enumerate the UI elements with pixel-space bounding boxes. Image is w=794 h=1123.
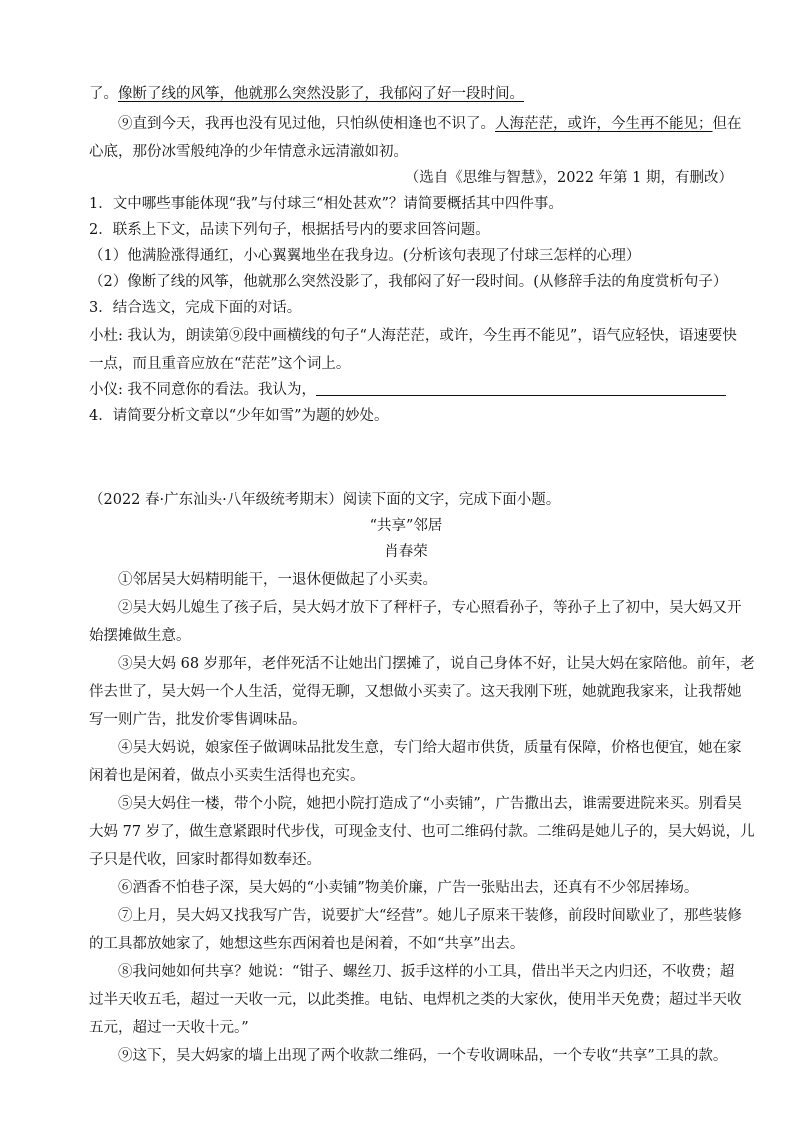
text-span: 但在	[712, 116, 742, 132]
question-2: 2．联系上下文，品读下列句子，根据括号内的要求回答问题。	[89, 222, 490, 238]
question-1: 1．文中哪些事能体现“我”与付球三“相处甚欢”？请简要概括其中四件事。	[89, 196, 563, 212]
paragraph-line: 写一则广告，批发价零售调味品。	[89, 712, 307, 728]
paragraph-line: ⑨这下，吴大妈家的墙上出现了两个收款二维码，一个专收调味品，一个专收“共享”工具的款。	[118, 1048, 728, 1064]
paragraph-line: 五元，超过一天收十元。”	[89, 1020, 249, 1036]
answer-blank[interactable]	[316, 381, 726, 396]
paragraph-line: ①邻居吴大妈精明能干，一退休便做起了小买卖。	[118, 572, 437, 588]
question-4: 4．请简要分析文章以“少年如雪”为题的妙处。	[89, 408, 389, 424]
dialogue-line: 小杜: 我认为，朗读第⑨段中画横线的句子“人海茫茫，或许，今生再不能见”，语气应轻快，语速要快	[89, 328, 737, 344]
underlined-sentence: 像断了线的风筝，他就那么突然没影了，我郁闷了好一段时间。	[118, 86, 524, 102]
dialogue-line	[89, 380, 726, 400]
passage-line	[118, 114, 742, 134]
paragraph-line: ④吴大妈说，娘家侄子做调味品批发生意，专门给大超市供货，质量有保障，价格也便宜，她在家	[118, 740, 742, 756]
paragraph-line: 的工具都放她家了，她想这些东西闲着也是闲着，不如“共享”出去。	[89, 936, 525, 952]
question-2-1: （1）他满脸涨得通红，小心翼翼地坐在我身边。(分析该句表现了付球三怎样的心理）	[89, 248, 641, 264]
passage-line: 心底，那份冰雪般纯净的少年情意永远清澈如初。	[89, 144, 408, 160]
paragraph-line: 大妈 77 岁了，做生意紧跟时代步伐，可现金支付、也可二维码付款。二维码是她儿子的，吴大妈说，儿	[89, 824, 755, 840]
paragraph-line: 子只是代收，回家时都得如数奉还。	[89, 852, 321, 868]
paragraph-line: ⑤吴大妈住一楼，带个小院，她把小院打造成了“小卖铺”，广告撒出去，谁需要进院来买。别看吴	[118, 796, 742, 812]
text-span: ⑨直到今天，我再也没有见过他，只怕纵使相逢也不识了。	[118, 116, 495, 132]
paragraph-line: 闲着也是闲着，做点小买卖生活得也充实。	[89, 768, 365, 784]
paragraph-line: 始摆摊做生意。	[89, 628, 191, 644]
question-2-2: （2）像断了线的风筝，他就那么突然没影了，我郁闷了好一段时间。(从修辞手法的角度赏析句子）	[89, 274, 728, 290]
passage-line	[89, 84, 524, 104]
article-author: 肖春荣	[384, 544, 428, 560]
section-intro: （2022 春·广东汕头·八年级统考期末）阅读下面的文字，完成下面小题。	[89, 492, 561, 508]
paragraph-line: ②吴大妈儿媳生了孩子后，吴大妈才放下了秤杆子，专心照看孙子，等孙子上了初中，吴大妈又开	[118, 600, 742, 616]
paragraph-line: 伴去世了，吴大妈一个人生活，觉得无聊，又想做小买卖了。这天我刚下班，她就跑我家来，让我帮她	[89, 684, 742, 700]
paragraph-line: ⑧我问她如何共享？她说：“钳子、螺丝刀、扳手这样的小工具，借出半天之内归还，不收费；超	[118, 964, 735, 980]
paragraph-line: 过半天收五毛，超过一天收一元，以此类推。电钻、电焊机之类的大家伙，使用半天免费；超过半天收	[89, 992, 742, 1008]
paragraph-line: ⑥酒香不怕巷子深，吴大妈的“小卖铺”物美价廉，广告一张贴出去，还真有不少邻居捧场。	[118, 880, 699, 896]
dialogue-line: 一点，而且重音应放在“茫茫”这个词上。	[89, 356, 351, 372]
text-span: 小仪: 我不同意你的看法。我认为，	[89, 382, 316, 398]
question-3: 3．结合选文，完成下面的对话。	[89, 300, 302, 316]
paragraph-line: ③吴大妈 68 岁那年，老伴死活不让她出门摆摊了，说自己身体不好，让吴大妈在家陪他。前年，老	[118, 656, 755, 672]
source-citation: （选自《思维与智慧》，2022 年第 1 期，有删改）	[404, 170, 733, 186]
article-title: “共享”邻居	[369, 518, 443, 534]
underlined-sentence: 人海茫茫，或许，今生再不能见；	[495, 116, 713, 132]
paragraph-line: ⑦上月，吴大妈又找我写广告，说要扩大“经营”。她儿子原来干装修，前段时间歇业了，那些装修	[118, 908, 742, 924]
text-span: 了。	[89, 86, 118, 102]
